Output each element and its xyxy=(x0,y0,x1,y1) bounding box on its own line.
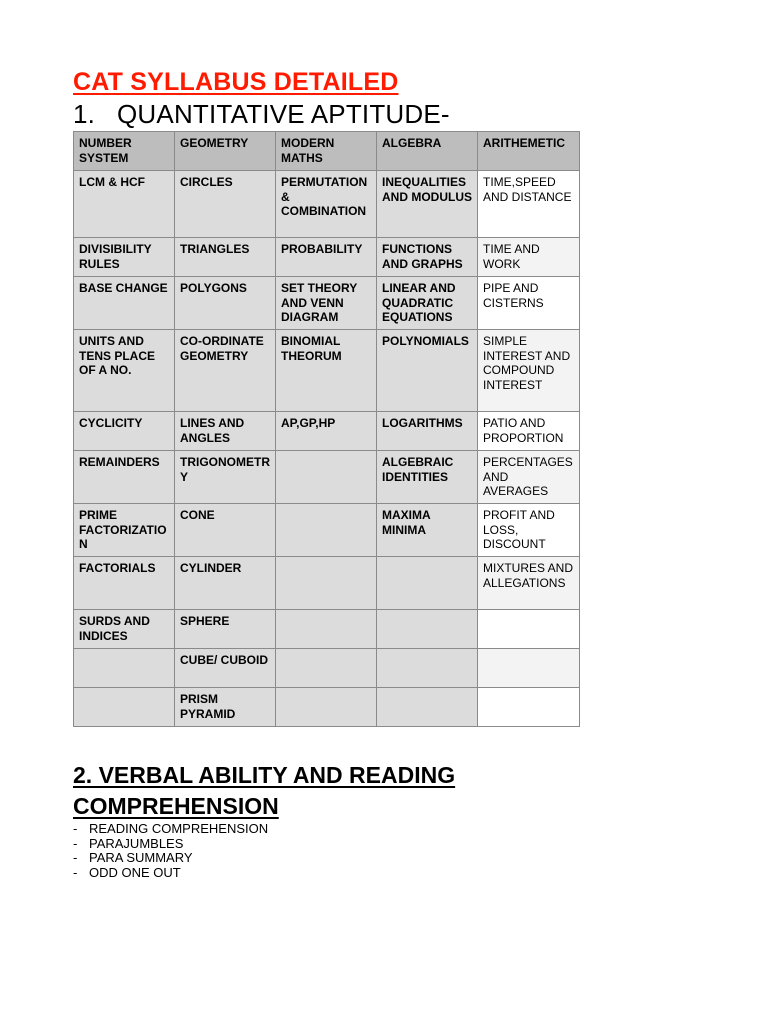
list-bullet: - xyxy=(73,864,78,880)
table-row xyxy=(74,171,580,238)
section-heading-verbal: 2. VERBAL ABILITY AND READING COMPREHENSION xyxy=(73,762,456,819)
table-cell xyxy=(276,557,377,610)
table-cell: CONE xyxy=(175,504,276,557)
table-cell xyxy=(276,649,377,688)
list-bullet: - xyxy=(73,821,78,836)
table-cell: CYLINDER xyxy=(175,557,276,610)
table-cell: SURDS AND INDICES xyxy=(74,610,175,649)
table-row xyxy=(74,277,580,330)
verbal-topic-list xyxy=(73,822,268,880)
document-title: CAT SYLLABUS DETAILED xyxy=(73,68,399,96)
table-cell: AP,GP,HP xyxy=(276,412,377,451)
column-header: NUMBER SYSTEM xyxy=(74,132,175,171)
table-cell: LINES AND ANGLES xyxy=(175,412,276,451)
table-cell: PERCENTAGES AND AVERAGES xyxy=(478,451,580,504)
table-cell: POLYGONS xyxy=(175,277,276,330)
table-cell xyxy=(377,557,478,610)
table-row xyxy=(74,238,580,277)
table-cell: CUBE/ CUBOID xyxy=(175,649,276,688)
column-header: GEOMETRY xyxy=(175,132,276,171)
table-cell: POLYNOMIALS xyxy=(377,330,478,412)
table-cell: CIRCLES xyxy=(175,171,276,238)
list-item xyxy=(73,851,268,866)
table-cell xyxy=(478,688,580,727)
table-cell: REMAINDERS xyxy=(74,451,175,504)
table-cell: LCM & HCF xyxy=(74,171,175,238)
table-cell: ALGEBRAIC IDENTITIES xyxy=(377,451,478,504)
table-cell xyxy=(276,688,377,727)
table-cell: BINOMIAL THEORUM xyxy=(276,330,377,412)
table-cell: BASE CHANGE xyxy=(74,277,175,330)
table-cell: PRIME FACTORIZATION xyxy=(74,504,175,557)
table-cell: CYCLICITY xyxy=(74,412,175,451)
table-cell: PRISM PYRAMID xyxy=(175,688,276,727)
list-item xyxy=(73,866,268,881)
table-cell: FUNCTIONS AND GRAPHS xyxy=(377,238,478,277)
table-cell xyxy=(377,610,478,649)
list-item xyxy=(73,822,268,837)
table-cell xyxy=(276,504,377,557)
table-cell: TRIGONOMETRY xyxy=(175,451,276,504)
table-cell: TIME,SPEED AND DISTANCE xyxy=(478,171,580,238)
syllabus-table xyxy=(73,131,580,727)
list-item-text: PARAJUMBLES xyxy=(89,835,184,851)
column-header: ALGEBRA xyxy=(377,132,478,171)
table-cell: PIPE AND CISTERNS xyxy=(478,277,580,330)
table-cell xyxy=(377,649,478,688)
table-row xyxy=(74,688,580,727)
table-cell: DIVISIBILITY RULES xyxy=(74,238,175,277)
section-heading-quantitative xyxy=(73,99,450,130)
table-row xyxy=(74,451,580,504)
table-cell: LINEAR AND QUADRATIC EQUATIONS xyxy=(377,277,478,330)
table-cell: UNITS AND TENS PLACE OF A NO. xyxy=(74,330,175,412)
table-row xyxy=(74,412,580,451)
section-number: 1. xyxy=(73,99,96,129)
table-cell: TRIANGLES xyxy=(175,238,276,277)
table-row xyxy=(74,557,580,610)
table-row xyxy=(74,330,580,412)
table-cell: SET THEORY AND VENN DIAGRAM xyxy=(276,277,377,330)
section-title: QUANTITATIVE APTITUDE- xyxy=(117,99,450,129)
list-item-text: PARA SUMMARY xyxy=(89,850,193,866)
list-item-text: READING COMPREHENSION xyxy=(89,821,269,836)
table-cell xyxy=(276,451,377,504)
table-cell: SPHERE xyxy=(175,610,276,649)
table-cell xyxy=(74,649,175,688)
list-item xyxy=(73,837,268,852)
table-cell: PERMUTATION & COMBINATION xyxy=(276,171,377,238)
table-row xyxy=(74,610,580,649)
table-cell: FACTORIALS xyxy=(74,557,175,610)
table-cell: CO-ORDINATE GEOMETRY xyxy=(175,330,276,412)
table-row xyxy=(74,504,580,557)
table-cell xyxy=(478,649,580,688)
table-header-row xyxy=(74,132,580,171)
table-cell: SIMPLE INTEREST AND COMPOUND INTEREST xyxy=(478,330,580,412)
list-bullet: - xyxy=(73,850,78,866)
table-cell: PROFIT AND LOSS, DISCOUNT xyxy=(478,504,580,557)
list-item-text: ODD ONE OUT xyxy=(89,864,181,880)
table-cell: PATIO AND PROPORTION xyxy=(478,412,580,451)
list-bullet: - xyxy=(73,835,78,851)
table-cell xyxy=(74,688,175,727)
table-cell xyxy=(276,610,377,649)
column-header: ARITHEMETIC xyxy=(478,132,580,171)
table-cell xyxy=(478,610,580,649)
table-cell xyxy=(377,688,478,727)
column-header: MODERN MATHS xyxy=(276,132,377,171)
table-cell: PROBABILITY xyxy=(276,238,377,277)
table-cell: MIXTURES AND ALLEGATIONS xyxy=(478,557,580,610)
table-row xyxy=(74,649,580,688)
table-cell: TIME AND WORK xyxy=(478,238,580,277)
table-cell: LOGARITHMS xyxy=(377,412,478,451)
table-cell: MAXIMA MINIMA xyxy=(377,504,478,557)
table-cell: INEQUALITIES AND MODULUS xyxy=(377,171,478,238)
